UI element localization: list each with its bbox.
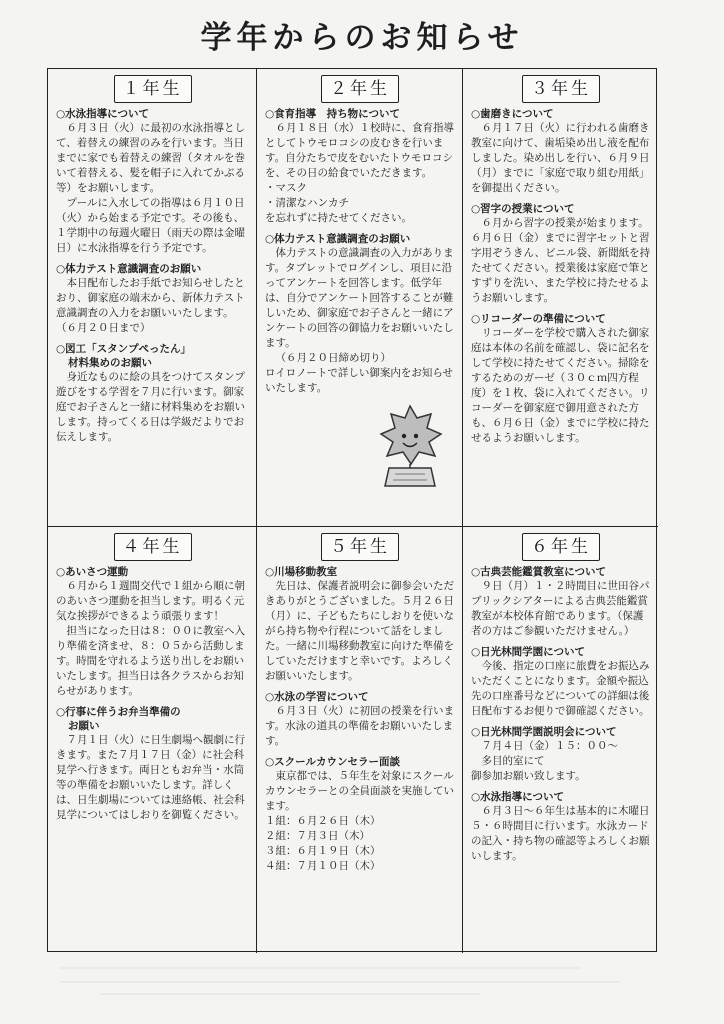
section-paragraph: ６月から習字の授業が始まります。６月６日（金）までに習字セットと習字用ぞうきん、ビニル袋、新聞紙を持たせてください。授業後は家庭で筆とすずりを洗い、また学校に持たせるようお願いします。 (471, 217, 651, 304)
section-heading: ○リコーダーの準備について (471, 313, 606, 325)
grade-4-section-lunch (56, 705, 249, 823)
schedule-item: ２組：７月３日（木） (265, 830, 370, 842)
grade-6-section-theater (471, 565, 651, 639)
grade-2-section-fitness (265, 232, 455, 396)
section-heading: ○水泳指導について (56, 108, 149, 120)
grade-6-section-swim (471, 790, 651, 864)
grade-2-section-food (265, 107, 455, 226)
page-title: 学年からのお知らせ (200, 20, 524, 56)
grade-4-panel (48, 527, 257, 953)
section-heading: ○川場移動教室 (265, 566, 338, 578)
grade-5-section-swim (265, 690, 455, 749)
section-paragraph: 先日は、保護者説明会に御参会いただきありがとうございました。５月２６日（月）に、子どもたちにしおりを使いながら持ち物や行程について話をしました。一緒に川場移動教室に向けた準備をしていただけますと幸いです。よろしくお願いいたします。 (265, 580, 454, 682)
grade-3-section-teeth (471, 107, 651, 196)
schedule-item: ３組：６月１９日（木） (265, 845, 381, 857)
grade-1-panel (48, 69, 257, 527)
section-paragraph: ６月３日～６年生は基本的に木曜日５・６時間目に行います。水泳カードの記入・持ち物の確認等よろしくお願いします。 (471, 805, 650, 862)
section-paragraph: ６月１８日（水）１校時に、食育指導としてトウモロコシの皮むきを行います。自分たちで皮をむいたトウモロコシを、その日の給食でいただきます。 (265, 122, 454, 179)
section-heading: ○あいさつ運動 (56, 566, 129, 578)
section-paragraph: ７月１日（火）に日生劇場へ観劇に行きます。また７月１７日（金）に社会科見学へ行きます。両日ともお弁当・水筒等の準備をお願いいたします。詳しくは、日生劇場については連絡帳、社会科見学についてはしおりを御覧ください。 (56, 734, 245, 821)
section-heading: ○食育指導 持ち物について (265, 108, 400, 120)
grade-5-label: ５年生 (321, 533, 399, 561)
section-paragraph: 今後、指定の口座に旅費をお振込みいただくことになります。金額や振込先の口座番号などについての詳細は後日配布するお便りで御確認ください。 (471, 660, 650, 717)
section-paragraph: 担当になった日は８：００に教室へ入り準備を済ませ、８：０５から活動します。時間を守れるよう送り出しをお願いいたします。担当日は各クラスからお知らせがあります。 (56, 625, 245, 697)
section-paragraph: リコーダーを学校で購入された御家庭は本体の名前を確認し、袋に記名をして学校に持たせてください。掃除をするためのガーゼ（３０ｃｍ四方程度）を１枚、袋に入れてください。リコーダーを御家庭で御用意された方も、６月６日（金）までに学校に持たせるようお願いします。 (471, 327, 650, 444)
section-heading: ○歯磨きについて (471, 108, 554, 120)
bleed-through-lines (60, 960, 660, 1000)
grade-6-section-nikko-meeting (471, 725, 651, 784)
section-paragraph: 身近なものに絵の具をつけてスタンプ遊びをする学習を７月に行います。御家庭でお子さんと一緒に材料集めをお願いします。持ってくる日は学級だよりでお伝えします。 (56, 371, 245, 443)
section-heading: ○スクールカウンセラー面談 (265, 756, 400, 768)
grade-5-section-counselor (265, 755, 455, 874)
section-paragraph: ロイロノートで詳しい御案内をお知らせいたします。 (265, 367, 454, 394)
section-heading-cont: 材料集めのお願い (68, 357, 152, 369)
section-heading: ○水泳指導について (471, 791, 564, 803)
grade-3-panel (463, 69, 658, 527)
section-heading: ○体力テスト意識調査のお願い (265, 233, 411, 245)
section-paragraph: ６月３日（火）に最初の水泳指導として、着替えの練習のみを行います。当日までに家でも着替えの練習（タオルを巻いて着替える、髪を帽子に入れてかぶる等）をお願いします。 (56, 122, 245, 194)
bullet-item: ・マスク (265, 182, 307, 194)
section-heading-cont: お願い (68, 720, 100, 732)
grade-3-label: ３年生 (522, 75, 600, 103)
section-heading: ○日光林間学園について (471, 646, 585, 658)
section-paragraph: ６月から１週間交代で１組から順に朝のあいさつ運動を担当します。明るく元気な挨拶ができるよう頑張ります！ (56, 580, 245, 622)
bullet-item: ・清潔なハンカチ (265, 197, 349, 209)
section-heading: ○日光林間学園説明会について (471, 726, 617, 738)
grade-1-section-swim (56, 107, 249, 256)
section-paragraph: 本日配布したお手紙でお知らせしたとおり、御家庭の端末から、新体力テスト意識調査の入力をお願いいたします。（６月２０日まで） (56, 277, 245, 334)
section-paragraph: を忘れずに持たせてください。 (265, 212, 412, 224)
section-heading: ○水泳の学習について (265, 691, 369, 703)
section-heading: ○古典芸能鑑賞教室について (471, 566, 606, 578)
grade-6-label: ６年生 (522, 533, 600, 561)
section-paragraph: ９日（月）１・２時間目に世田谷パブリックシアターによる古典芸能鑑賞教室が本校体育館であります。（保護者の方はご参観いただけません。） (471, 580, 650, 637)
section-paragraph: ６月３日（火）に初回の授業を行います。水泳の道具の準備をお願いいたします。 (265, 705, 454, 747)
section-paragraph: ６月１７日（火）に行われる歯磨き教室に向けて、歯垢染め出し液を配布しました。染め出しを行い、６月９日（月）までに「家庭で取り組む用紙」を御提出ください。 (471, 122, 650, 194)
grade-5-section-kawaba (265, 565, 455, 684)
section-heading: ○図工「スタンプぺったん」 (56, 343, 191, 355)
section-paragraph: （６月２０日締め切り） (275, 352, 391, 364)
grade-2-label: ２年生 (321, 75, 399, 103)
section-paragraph: 東京都では、５年生を対象にスクールカウンセラーとの全員面談を実施しています。 (265, 770, 454, 812)
grade-2-panel (257, 69, 463, 527)
schedule-item: ４組：７月１０日（木） (265, 860, 381, 872)
leaf-mascot-illustration (375, 402, 445, 488)
grade-5-panel (257, 527, 463, 953)
notice-grid (47, 68, 657, 952)
grade-1-label: １年生 (114, 75, 192, 103)
schedule-item: １組：６月２６日（木） (265, 815, 381, 827)
grade-4-label: ４年生 (114, 533, 192, 561)
grade-6-panel (463, 527, 658, 953)
grade-4-section-greeting (56, 565, 249, 699)
section-heading: ○行事に伴うお弁当準備の (56, 706, 181, 718)
section-heading: ○習字の授業について (471, 203, 575, 215)
grade-3-section-calligraphy (471, 202, 651, 306)
section-paragraph: 体力テストの意識調査の入力があります。タブレットでログインし、項目に沿ってアンケートを回答します。低学年は、自分でアンケート回答することが難しいため、御家庭でお子さんと一緒にアンケートの回答の御協力をお願いいたします。 (265, 247, 454, 349)
section-paragraph: ７月４日（金）１５：００～ (481, 740, 618, 752)
section-paragraph: 多目的室にて (481, 755, 545, 767)
grade-1-section-fitness (56, 262, 249, 336)
section-heading: ○体力テスト意識調査のお願い (56, 263, 202, 275)
section-paragraph: プールに入水しての指導は６月１０日（火）から始まる予定です。その後も、１学期中の毎週火曜日（雨天の際は金曜日）に水泳指導を行う予定です。 (56, 197, 245, 254)
grade-3-section-recorder (471, 312, 651, 446)
grade-1-section-art (56, 342, 249, 445)
section-paragraph: 御参加お願い致します。 (471, 770, 586, 782)
grade-6-section-nikko (471, 645, 651, 719)
